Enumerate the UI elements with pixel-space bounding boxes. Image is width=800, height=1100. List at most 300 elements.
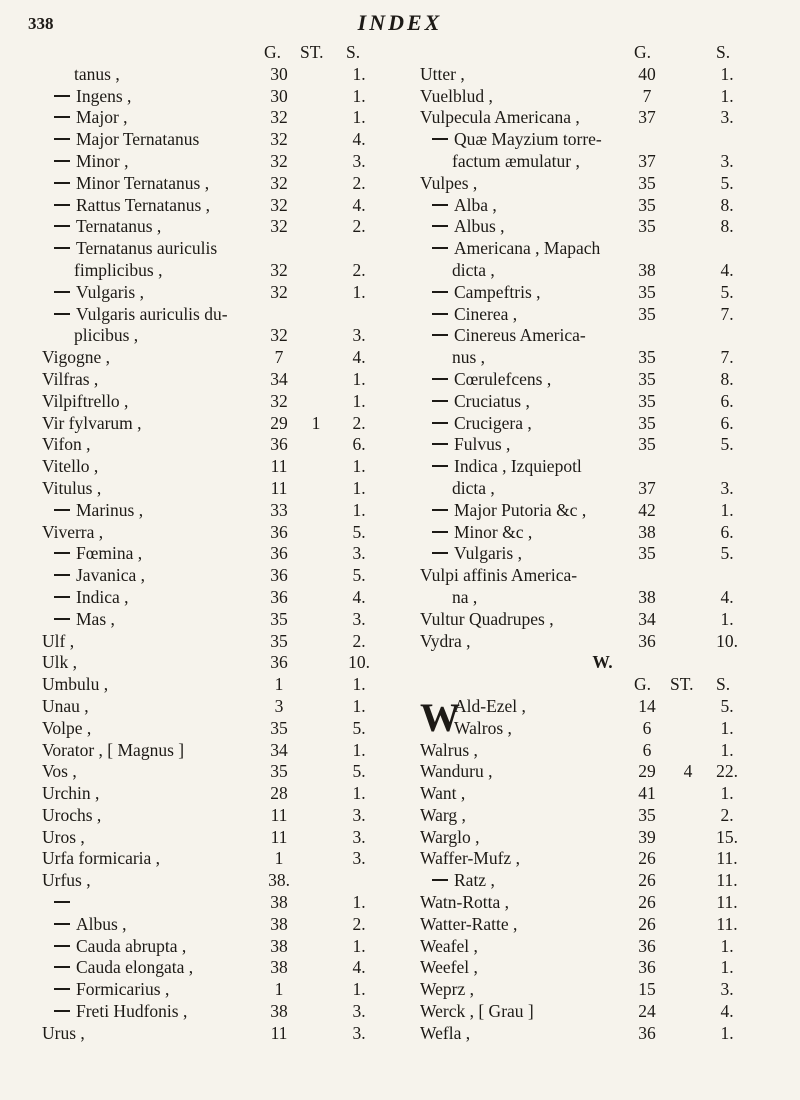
ditto-dash <box>432 400 448 402</box>
entry-name <box>420 282 541 304</box>
entry-g: 37 <box>638 150 656 171</box>
entry-s: 3. <box>352 826 366 847</box>
entry-name-text: Urfus , <box>42 870 91 891</box>
entry-name <box>420 238 600 260</box>
header-g: G. <box>264 42 282 62</box>
entry-name-text: Weefel , <box>420 957 478 978</box>
index-entry <box>420 761 785 783</box>
entry-s: 15. <box>716 826 738 847</box>
index-entry <box>420 347 785 369</box>
entry-s: 6. <box>352 434 366 455</box>
entry-name <box>42 957 193 979</box>
entry-g: 29 <box>270 412 288 433</box>
entry-g: 1 <box>274 848 284 869</box>
entry-name <box>420 522 532 544</box>
entry-g: 42 <box>638 499 656 520</box>
index-entry <box>42 979 412 1001</box>
index-entry <box>420 696 785 718</box>
left-column <box>42 42 412 1045</box>
entry-s: 7. <box>720 347 734 368</box>
entry-g: 36 <box>270 543 288 564</box>
ditto-dash <box>432 247 448 249</box>
entry-s: 5. <box>720 281 734 302</box>
entry-name-text: Albus , <box>454 216 505 237</box>
entry-name <box>42 1023 85 1045</box>
entry-name-text: Vifon , <box>42 434 91 455</box>
entry-g: 36 <box>638 630 656 651</box>
index-entry <box>42 1001 412 1023</box>
index-entry <box>42 434 412 456</box>
index-entry <box>42 347 412 369</box>
entry-name-text: Alba , <box>454 194 497 215</box>
entry-name <box>420 64 465 86</box>
entry-name <box>42 805 101 827</box>
entry-name <box>42 64 120 86</box>
entry-name-text: Indica , <box>76 586 129 607</box>
entry-g: 35 <box>638 172 656 193</box>
entry-name-text: Werck , [ Grau ] <box>420 1001 534 1022</box>
ditto-dash <box>54 204 70 206</box>
entry-g: 26 <box>638 870 656 891</box>
entry-name <box>42 413 142 435</box>
right-column <box>420 42 785 1045</box>
entry-s: 1. <box>720 957 734 978</box>
entry-name-text: Urus , <box>42 1022 85 1043</box>
entry-name <box>420 609 554 631</box>
entry-name-text: Ingens , <box>76 85 132 106</box>
entry-g: 36 <box>270 586 288 607</box>
header-s: S. <box>346 42 361 62</box>
entry-g: 38. <box>268 870 290 891</box>
entry-g: 35 <box>270 761 288 782</box>
entry-g: 30 <box>270 85 288 106</box>
entry-name-text: Crucigera , <box>454 412 532 433</box>
entry-name-text: nus , <box>452 347 486 368</box>
entry-s: 1. <box>720 717 734 738</box>
index-entry <box>42 696 412 718</box>
ditto-dash <box>432 378 448 380</box>
entry-g: 24 <box>638 1001 656 1022</box>
index-entry <box>42 413 412 435</box>
entry-g: 36 <box>270 521 288 542</box>
index-entry <box>420 304 785 326</box>
entry-name-text: Minor &c , <box>454 521 533 542</box>
entry-s: 5. <box>352 761 366 782</box>
entry-name-text: Vulgaris auriculis du- <box>76 303 228 324</box>
header-st: ST. <box>300 42 324 62</box>
entry-name-text: Vilfras , <box>42 368 99 389</box>
entry-name <box>42 151 129 173</box>
entry-s: 10. <box>348 652 370 673</box>
entry-g: 28 <box>270 783 288 804</box>
index-entry <box>42 957 412 979</box>
entry-name-text: factum æmulatur , <box>452 150 580 171</box>
entry-g: 30 <box>270 63 288 84</box>
index-entry <box>42 761 412 783</box>
index-entry <box>420 173 785 195</box>
entry-name-text: Vulgaris , <box>454 543 522 564</box>
entry-name-text: Wefla , <box>420 1022 471 1043</box>
entry-name <box>42 1001 187 1023</box>
entry-s: 1. <box>352 499 366 520</box>
entry-s: 1. <box>352 674 366 695</box>
index-entry <box>420 391 785 413</box>
index-entry <box>42 848 412 870</box>
entry-g: 38 <box>638 586 656 607</box>
ditto-dash <box>432 225 448 227</box>
entry-s: 1. <box>352 107 366 128</box>
entry-g: 36 <box>270 652 288 673</box>
entry-g: 36 <box>638 1022 656 1043</box>
entry-s: 3. <box>720 150 734 171</box>
entry-name-text: Warg , <box>420 804 466 825</box>
entry-s: 4. <box>720 1001 734 1022</box>
entry-name-text: Minor Ternatanus , <box>76 172 210 193</box>
index-entry <box>42 216 412 238</box>
entry-name <box>42 587 128 609</box>
ditto-dash <box>432 291 448 293</box>
ditto-dash <box>54 247 70 249</box>
index-entry <box>420 587 785 609</box>
entry-g: 39 <box>638 826 656 847</box>
entry-name <box>42 434 91 456</box>
entry-name <box>42 870 91 892</box>
index-entry <box>42 805 412 827</box>
entry-name-text: Quæ Mayzium torre- <box>454 129 602 150</box>
entry-g: 11 <box>270 804 288 825</box>
entry-g: 29 <box>638 761 656 782</box>
header-st: ST. <box>670 674 694 695</box>
index-entry <box>420 151 785 173</box>
entry-name <box>420 173 477 195</box>
entry-name <box>42 565 145 587</box>
entry-g: 35 <box>638 543 656 564</box>
entry-name-text: Campeftris , <box>454 281 541 302</box>
entry-s: 1. <box>720 63 734 84</box>
entry-name <box>42 238 217 260</box>
index-entry <box>42 391 412 413</box>
entry-g: 36 <box>638 935 656 956</box>
entry-name <box>42 216 161 238</box>
entry-g: 6 <box>642 739 652 760</box>
index-entry <box>42 783 412 805</box>
entry-name-text: Rattus Ternatanus , <box>76 194 211 215</box>
entry-g: 32 <box>270 129 288 150</box>
entry-g: 11 <box>270 1022 288 1043</box>
ditto-dash <box>54 988 70 990</box>
entry-name <box>420 391 530 413</box>
entry-name <box>42 86 131 108</box>
entry-name-text: Albus , <box>76 913 127 934</box>
entry-s: 4. <box>352 957 366 978</box>
index-entry <box>42 936 412 958</box>
ditto-dash <box>54 509 70 511</box>
entry-s: 1. <box>720 608 734 629</box>
entry-name-text: Walros , <box>454 717 512 738</box>
entry-g: 32 <box>270 259 288 280</box>
index-entry <box>42 173 412 195</box>
entry-s: 1. <box>352 695 366 716</box>
ditto-dash <box>54 138 70 140</box>
ditto-dash <box>54 182 70 184</box>
entry-name-text: Marinus , <box>76 499 144 520</box>
entry-s: 1. <box>720 739 734 760</box>
entry-g: 36 <box>638 957 656 978</box>
entry-g: 1 <box>274 674 284 695</box>
entry-name <box>42 979 169 1001</box>
entry-name <box>420 151 580 173</box>
entry-g: 36 <box>270 565 288 586</box>
entry-g: 14 <box>638 695 656 716</box>
entry-s: 1. <box>720 935 734 956</box>
entry-name-text: Minor , <box>76 150 129 171</box>
entry-s: 3. <box>352 150 366 171</box>
ditto-dash <box>54 1010 70 1012</box>
entry-s: 3. <box>352 543 366 564</box>
index-entry <box>42 587 412 609</box>
entry-name-text: Urfa formicaria , <box>42 848 161 869</box>
entry-name-text: Fœmina , <box>76 543 143 564</box>
entry-s: 1. <box>352 477 366 498</box>
entry-name <box>42 282 144 304</box>
entry-name-text: Vuelblud , <box>420 85 493 106</box>
ditto-dash <box>54 596 70 598</box>
entry-g: 35 <box>270 717 288 738</box>
entry-name <box>42 107 128 129</box>
entry-g: 32 <box>270 172 288 193</box>
entry-name-text: Vydra , <box>420 630 471 651</box>
entry-g: 38 <box>270 892 288 913</box>
entry-name-text: Viverra , <box>42 521 104 542</box>
entry-s: 2. <box>352 259 366 280</box>
entry-s: 1. <box>352 63 366 84</box>
entry-name <box>42 674 108 696</box>
entry-name-text: Weprz , <box>420 979 474 1000</box>
entry-g: 35 <box>638 368 656 389</box>
entry-name <box>420 848 520 870</box>
ditto-dash <box>54 291 70 293</box>
entry-s: 10. <box>716 630 738 651</box>
entry-name <box>420 434 510 456</box>
entry-g: 36 <box>270 434 288 455</box>
entry-g: 38 <box>270 957 288 978</box>
entry-s: 5. <box>720 434 734 455</box>
entry-name-text: Ulf , <box>42 630 75 651</box>
index-entry <box>420 238 785 260</box>
entry-g: 37 <box>638 477 656 498</box>
entry-name-text: Utter , <box>420 63 465 84</box>
entry-g: 37 <box>638 107 656 128</box>
header-s: S. <box>716 674 731 695</box>
entry-name <box>420 543 522 565</box>
index-entry <box>42 827 412 849</box>
entry-s: 3. <box>352 1022 366 1043</box>
entry-g: 38 <box>270 1001 288 1022</box>
entry-name-text: na , <box>452 586 478 607</box>
ditto-dash <box>54 160 70 162</box>
entry-name-text: Cauda abrupta , <box>76 935 187 956</box>
index-entry <box>420 979 785 1001</box>
index-entry <box>420 434 785 456</box>
entry-name-text: dicta , <box>452 477 495 498</box>
entry-g: 1 <box>274 979 284 1000</box>
entry-name <box>42 827 85 849</box>
entry-name <box>420 805 466 827</box>
entry-g: 7 <box>642 85 652 106</box>
entry-name <box>420 478 495 500</box>
entry-name <box>42 456 98 478</box>
entry-s: 3. <box>720 477 734 498</box>
entry-g: 26 <box>638 892 656 913</box>
entry-g: 35 <box>638 390 656 411</box>
entry-name <box>42 696 89 718</box>
entry-name-text: dicta , <box>452 259 495 280</box>
entry-s: 1. <box>352 390 366 411</box>
entry-g: 32 <box>270 216 288 237</box>
entry-name-text: Vulpecula Americana , <box>420 107 580 128</box>
entry-s: 1. <box>720 783 734 804</box>
entry-s: 4. <box>352 194 366 215</box>
entry-name <box>42 718 91 740</box>
entry-s: 6. <box>720 412 734 433</box>
entry-s: 1. <box>720 499 734 520</box>
entry-name-text: Urochs , <box>42 804 102 825</box>
entry-name <box>420 696 526 718</box>
entry-name-text: Unau , <box>42 695 89 716</box>
entry-name-text: Uros , <box>42 826 85 847</box>
index-entry <box>420 565 785 587</box>
entry-name-text: Cruciatus , <box>454 390 530 411</box>
index-entry <box>42 674 412 696</box>
entry-s: 8. <box>720 194 734 215</box>
entry-name <box>420 631 471 653</box>
entry-name-text: Vos , <box>42 761 77 782</box>
index-entry <box>42 151 412 173</box>
entry-s: 1. <box>352 85 366 106</box>
index-entry <box>42 892 412 914</box>
entry-name-text: Cauda elongata , <box>76 957 194 978</box>
entry-name <box>42 936 186 958</box>
ditto-dash <box>54 574 70 576</box>
entry-name <box>420 86 493 108</box>
entry-name <box>42 369 98 391</box>
entry-name <box>42 543 142 565</box>
entry-g: 33 <box>270 499 288 520</box>
entry-name <box>42 609 115 631</box>
entry-name-text: Ternatanus , <box>76 216 162 237</box>
index-entry <box>420 195 785 217</box>
entry-g: 38 <box>270 935 288 956</box>
entry-name <box>420 1023 470 1045</box>
index-entry <box>42 260 412 282</box>
entry-g: 3 <box>274 695 284 716</box>
index-entry <box>420 478 785 500</box>
entry-g: 35 <box>638 216 656 237</box>
entry-name-text: plicibus , <box>74 325 139 346</box>
entry-g: 35 <box>638 434 656 455</box>
ditto-dash <box>432 531 448 533</box>
entry-name <box>42 478 101 500</box>
entry-g: 32 <box>270 150 288 171</box>
entry-s: 3. <box>720 979 734 1000</box>
entry-name-text: Vitulus , <box>42 477 102 498</box>
entry-g: 38 <box>270 913 288 934</box>
entry-name <box>42 740 184 762</box>
entry-name-text: Cinereus America- <box>454 325 586 346</box>
entry-s: 1. <box>352 892 366 913</box>
entry-name <box>420 304 517 326</box>
entry-name-text: Americana , Mapach <box>454 238 601 259</box>
entry-s: 11. <box>716 892 738 913</box>
entry-g: 11 <box>270 456 288 477</box>
entry-s: 6. <box>720 521 734 542</box>
entry-s: 1. <box>352 456 366 477</box>
entry-s: 1. <box>352 783 366 804</box>
entry-g: 32 <box>270 325 288 346</box>
index-entry <box>42 740 412 762</box>
entry-name <box>420 413 532 435</box>
entry-name <box>42 304 228 326</box>
entry-s: 1. <box>352 979 366 1000</box>
entry-name-text: Formicarius , <box>76 979 170 1000</box>
entry-s: 3. <box>352 1001 366 1022</box>
index-entry <box>420 609 785 631</box>
index-entry <box>420 282 785 304</box>
index-entry <box>42 129 412 151</box>
entry-name-text: Urchin , <box>42 783 100 804</box>
ditto-dash <box>432 509 448 511</box>
index-entry <box>42 652 412 674</box>
entry-name <box>420 783 465 805</box>
index-entry <box>42 1023 412 1045</box>
right-entries <box>420 64 785 653</box>
ditto-dash <box>432 443 448 445</box>
entry-name <box>420 456 582 478</box>
entry-g: 15 <box>638 979 656 1000</box>
header-s: S. <box>716 42 731 62</box>
entry-s: 3. <box>352 848 366 869</box>
entry-name-text: Vulgaris , <box>76 281 144 302</box>
entry-s: 11. <box>716 913 738 934</box>
index-entry <box>42 456 412 478</box>
entry-g: 40 <box>638 63 656 84</box>
index-entry <box>42 565 412 587</box>
index-entry <box>420 107 785 129</box>
ditto-dash <box>432 422 448 424</box>
index-entry <box>42 325 412 347</box>
ditto-dash <box>432 879 448 881</box>
entry-name-text: Waffer-Mufz , <box>420 848 520 869</box>
entry-name <box>420 718 512 740</box>
entry-name-text: Ratz , <box>454 870 495 891</box>
entry-name <box>420 870 495 892</box>
entry-g: 35 <box>638 347 656 368</box>
index-entry <box>420 848 785 870</box>
entry-s: 4. <box>720 259 734 280</box>
entry-name-text: Watn-Rotta , <box>420 892 509 913</box>
entry-name-text: Major Ternatanus <box>76 129 200 150</box>
entry-name <box>42 347 110 369</box>
entry-name <box>420 1001 534 1023</box>
entry-name <box>420 565 577 587</box>
page-number: 338 <box>28 14 54 33</box>
entry-g: 7 <box>274 347 284 368</box>
entry-name-text: Ald-Ezel , <box>454 695 526 716</box>
index-entry <box>420 86 785 108</box>
entry-name <box>42 173 209 195</box>
entry-g: 35 <box>638 303 656 324</box>
entry-name <box>420 979 474 1001</box>
